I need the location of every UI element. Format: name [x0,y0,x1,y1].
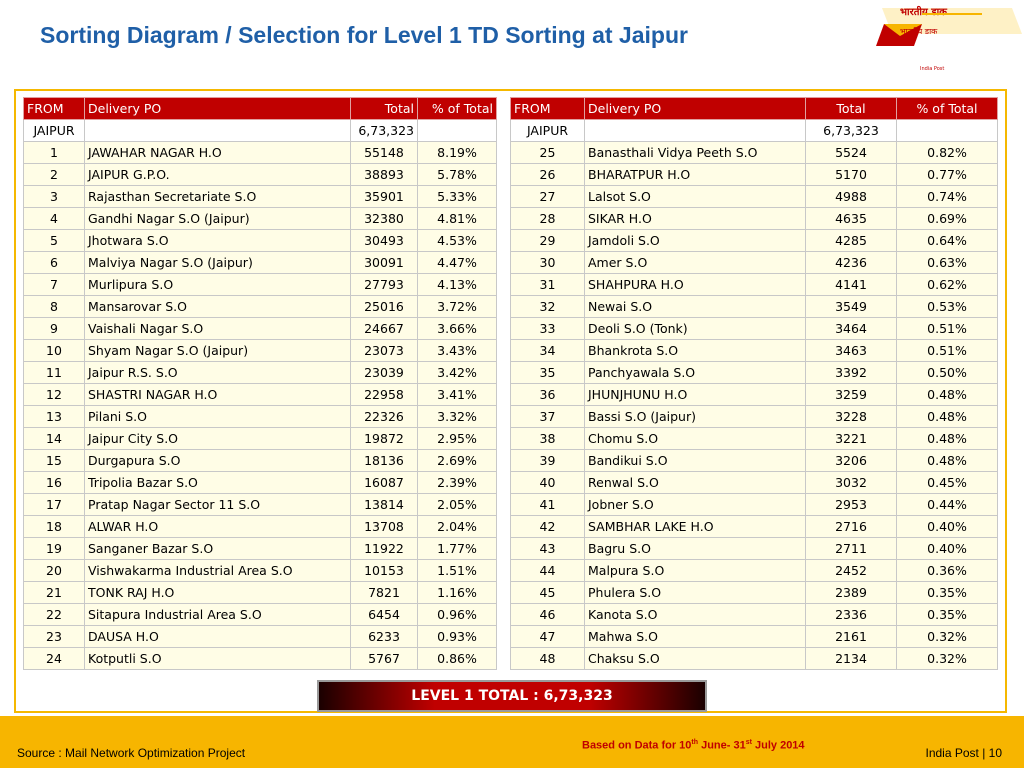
row-delivery-po: Amer S.O [585,252,806,274]
footer-bar [0,716,1024,768]
row-from: 27 [511,186,585,208]
row-from: 2 [24,164,85,186]
basis-suffix: July 2014 [751,739,805,752]
table-row [511,296,998,318]
row-from: 16 [24,472,85,494]
row-total: 27793 [351,274,418,296]
row-pct: 0.96% [418,604,497,626]
row-from: 39 [511,450,585,472]
row-pct: 3.42% [418,362,497,384]
row-from: 15 [24,450,85,472]
row-total: 2389 [806,582,897,604]
row-pct: 2.05% [418,494,497,516]
table-row [511,164,998,186]
row-delivery-po: SAMBHAR LAKE H.O [585,516,806,538]
row-delivery-po: Bagru S.O [585,538,806,560]
row-pct: 0.36% [897,560,998,582]
row-delivery-po: Renwal S.O [585,472,806,494]
table-row [24,582,497,604]
row-from: 28 [511,208,585,230]
row-from: 31 [511,274,585,296]
row-from: 37 [511,406,585,428]
right-table [510,97,998,670]
svg-text:India Post: India Post [920,66,945,72]
row-from: 10 [24,340,85,362]
row-from: 8 [24,296,85,318]
row-delivery-po: Kanota S.O [585,604,806,626]
table-row [511,428,998,450]
row-from: 30 [511,252,585,274]
row-delivery-po: Rajasthan Secretariate S.O [85,186,351,208]
row-pct: 2.04% [418,516,497,538]
row-from: 24 [24,648,85,670]
table-row [24,604,497,626]
summary-po [585,120,806,142]
row-pct: 0.48% [897,428,998,450]
row-pct: 4.47% [418,252,497,274]
row-total: 35901 [351,186,418,208]
table-row [511,538,998,560]
row-from: 38 [511,428,585,450]
row-delivery-po: JAIPUR G.P.O. [85,164,351,186]
row-delivery-po: TONK RAJ H.O [85,582,351,604]
row-from: 40 [511,472,585,494]
table-row [511,384,998,406]
row-pct: 4.53% [418,230,497,252]
table-row [24,450,497,472]
row-total: 2716 [806,516,897,538]
level-total-banner: LEVEL 1 TOTAL : 6,73,323 [317,680,707,712]
row-from: 21 [24,582,85,604]
row-delivery-po: Bassi S.O (Jaipur) [585,406,806,428]
table-row [24,538,497,560]
row-pct: 0.50% [897,362,998,384]
row-delivery-po: Murlipura S.O [85,274,351,296]
row-total: 3221 [806,428,897,450]
summary-pct [418,120,497,142]
row-delivery-po: Sanganer Bazar S.O [85,538,351,560]
row-pct: 0.64% [897,230,998,252]
table-row [511,604,998,626]
row-from: 43 [511,538,585,560]
row-delivery-po: Newai S.O [585,296,806,318]
row-delivery-po: Panchyawala S.O [585,362,806,384]
row-pct: 5.33% [418,186,497,208]
row-from: 47 [511,626,585,648]
table-row [511,560,998,582]
row-pct: 0.51% [897,340,998,362]
table-row [24,362,497,384]
row-pct: 1.51% [418,560,497,582]
row-pct: 0.40% [897,516,998,538]
table-row [24,296,497,318]
svg-text:भारतीय डाक: भारतीय डाक [900,7,947,18]
row-from: 19 [24,538,85,560]
table-row [24,626,497,648]
row-delivery-po: Vishwakarma Industrial Area S.O [85,560,351,582]
row-pct: 0.62% [897,274,998,296]
row-total: 3549 [806,296,897,318]
row-from: 7 [24,274,85,296]
row-pct: 2.95% [418,428,497,450]
row-delivery-po: JAWAHAR NAGAR H.O [85,142,351,164]
table-row [24,494,497,516]
table-row [511,230,998,252]
row-pct: 8.19% [418,142,497,164]
row-total: 3228 [806,406,897,428]
row-total: 22958 [351,384,418,406]
row-pct: 3.72% [418,296,497,318]
row-pct: 2.69% [418,450,497,472]
table-row [24,472,497,494]
row-pct: 0.82% [897,142,998,164]
row-total: 4988 [806,186,897,208]
table-row [511,274,998,296]
row-total: 25016 [351,296,418,318]
row-pct: 0.45% [897,472,998,494]
row-from: 5 [24,230,85,252]
table-row [24,648,497,670]
row-delivery-po: Jhotwara S.O [85,230,351,252]
row-pct: 0.35% [897,582,998,604]
row-pct: 2.39% [418,472,497,494]
row-total: 2336 [806,604,897,626]
row-total: 7821 [351,582,418,604]
row-delivery-po: Mansarovar S.O [85,296,351,318]
row-pct: 0.51% [897,318,998,340]
row-from: 12 [24,384,85,406]
row-from: 34 [511,340,585,362]
row-from: 23 [24,626,85,648]
summary-from: JAIPUR [511,120,585,142]
row-total: 2711 [806,538,897,560]
row-delivery-po: Bhankrota S.O [585,340,806,362]
row-total: 3464 [806,318,897,340]
row-from: 14 [24,428,85,450]
basis-sup-st: st [745,739,752,746]
row-from: 29 [511,230,585,252]
row-pct: 4.81% [418,208,497,230]
row-delivery-po: Chaksu S.O [585,648,806,670]
row-delivery-po: Pilani S.O [85,406,351,428]
row-from: 4 [24,208,85,230]
table-row [24,318,497,340]
row-pct: 1.77% [418,538,497,560]
table-row [24,274,497,296]
row-pct: 0.40% [897,538,998,560]
row-total: 24667 [351,318,418,340]
row-pct: 5.78% [418,164,497,186]
row-delivery-po: BHARATPUR H.O [585,164,806,186]
summary-total: 6,73,323 [351,120,418,142]
row-from: 20 [24,560,85,582]
row-from: 41 [511,494,585,516]
row-pct: 0.32% [897,648,998,670]
row-total: 32380 [351,208,418,230]
table-row [511,582,998,604]
row-pct: 0.53% [897,296,998,318]
col-delivery-po: Delivery PO [585,98,806,120]
row-total: 13708 [351,516,418,538]
row-total: 19872 [351,428,418,450]
row-total: 3463 [806,340,897,362]
row-pct: 1.16% [418,582,497,604]
table-row [24,164,497,186]
row-total: 13814 [351,494,418,516]
row-delivery-po: Shyam Nagar S.O (Jaipur) [85,340,351,362]
row-total: 5524 [806,142,897,164]
india-post-logo [862,0,1024,80]
row-from: 46 [511,604,585,626]
row-total: 2161 [806,626,897,648]
row-from: 22 [24,604,85,626]
table-row [24,208,497,230]
basis-sup-th: th [691,739,699,746]
row-pct: 3.43% [418,340,497,362]
row-total: 6233 [351,626,418,648]
row-delivery-po: Sitapura Industrial Area S.O [85,604,351,626]
row-pct: 0.48% [897,384,998,406]
row-total: 3392 [806,362,897,384]
row-total: 16087 [351,472,418,494]
col-from: FROM [511,98,585,120]
row-total: 5170 [806,164,897,186]
row-from: 13 [24,406,85,428]
row-delivery-po: Jobner S.O [585,494,806,516]
row-delivery-po: Durgapura S.O [85,450,351,472]
row-pct: 0.35% [897,604,998,626]
table-row [511,648,998,670]
table-row [511,406,998,428]
col-delivery-po: Delivery PO [85,98,351,120]
table-row [511,142,998,164]
row-pct: 0.63% [897,252,998,274]
page-number: India Post | 10 [925,746,1002,760]
row-total: 38893 [351,164,418,186]
svg-text:भारतीय डाक: भारतीय डाक [900,27,938,36]
row-delivery-po: Banasthali Vidya Peeth S.O [585,142,806,164]
row-delivery-po: Malviya Nagar S.O (Jaipur) [85,252,351,274]
row-total: 6454 [351,604,418,626]
row-pct: 3.32% [418,406,497,428]
row-delivery-po: ALWAR H.O [85,516,351,538]
row-total: 4285 [806,230,897,252]
row-total: 23073 [351,340,418,362]
row-pct: 0.86% [418,648,497,670]
row-from: 6 [24,252,85,274]
row-from: 42 [511,516,585,538]
row-pct: 0.44% [897,494,998,516]
row-pct: 0.74% [897,186,998,208]
table-row [511,472,998,494]
table-row [24,230,497,252]
row-delivery-po: Deoli S.O (Tonk) [585,318,806,340]
table-row [24,560,497,582]
row-total: 2134 [806,648,897,670]
row-pct: 0.48% [897,450,998,472]
row-delivery-po: DAUSA H.O [85,626,351,648]
row-from: 36 [511,384,585,406]
row-pct: 3.66% [418,318,497,340]
row-delivery-po: Bandikui S.O [585,450,806,472]
table-row [24,340,497,362]
col-pct: % of Total [418,98,497,120]
table-row [511,362,998,384]
row-total: 18136 [351,450,418,472]
table-row [24,186,497,208]
table-row [511,340,998,362]
table-row [511,186,998,208]
row-delivery-po: Kotputli S.O [85,648,351,670]
row-total: 3206 [806,450,897,472]
row-total: 2953 [806,494,897,516]
table-row [511,626,998,648]
row-delivery-po: SIKAR H.O [585,208,806,230]
row-pct: 0.48% [897,406,998,428]
row-total: 4141 [806,274,897,296]
table-row [511,450,998,472]
col-pct: % of Total [897,98,998,120]
row-pct: 3.41% [418,384,497,406]
row-total: 30091 [351,252,418,274]
row-delivery-po: Jamdoli S.O [585,230,806,252]
row-total: 3259 [806,384,897,406]
row-from: 25 [511,142,585,164]
row-total: 55148 [351,142,418,164]
row-pct: 0.69% [897,208,998,230]
row-delivery-po: SHASTRI NAGAR H.O [85,384,351,406]
row-delivery-po: Pratap Nagar Sector 11 S.O [85,494,351,516]
row-total: 4236 [806,252,897,274]
table-row [511,252,998,274]
row-delivery-po: Chomu S.O [585,428,806,450]
basis-mid: June- 31 [698,739,746,752]
table-row [24,428,497,450]
row-pct: 0.93% [418,626,497,648]
row-total: 23039 [351,362,418,384]
row-from: 48 [511,648,585,670]
data-basis-note [582,739,805,752]
row-delivery-po: Jaipur City S.O [85,428,351,450]
table-row [511,516,998,538]
row-total: 2452 [806,560,897,582]
row-from: 3 [24,186,85,208]
row-total: 5767 [351,648,418,670]
table-row [24,384,497,406]
row-delivery-po: Vaishali Nagar S.O [85,318,351,340]
summary-from: JAIPUR [24,120,85,142]
row-from: 33 [511,318,585,340]
row-delivery-po: JHUNJHUNU H.O [585,384,806,406]
row-delivery-po: Mahwa S.O [585,626,806,648]
row-from: 45 [511,582,585,604]
row-delivery-po: Lalsot S.O [585,186,806,208]
table-row [24,406,497,428]
row-from: 26 [511,164,585,186]
row-pct: 0.77% [897,164,998,186]
row-from: 1 [24,142,85,164]
row-delivery-po: Gandhi Nagar S.O (Jaipur) [85,208,351,230]
table-row [24,142,497,164]
row-total: 4635 [806,208,897,230]
row-pct: 4.13% [418,274,497,296]
page-title: Sorting Diagram / Selection for Level 1 TD Sorting at Jaipur [40,22,688,48]
summary-row [24,120,497,142]
row-total: 11922 [351,538,418,560]
row-from: 18 [24,516,85,538]
basis-prefix: Based on Data for 10 [582,739,692,752]
summary-po [85,120,351,142]
row-from: 32 [511,296,585,318]
row-from: 35 [511,362,585,384]
summary-total: 6,73,323 [806,120,897,142]
row-delivery-po: Tripolia Bazar S.O [85,472,351,494]
row-pct: 0.32% [897,626,998,648]
table-row [511,494,998,516]
source-note: Source : Mail Network Optimization Project [17,746,246,760]
row-delivery-po: Phulera S.O [585,582,806,604]
col-total: Total [351,98,418,120]
table-row [511,318,998,340]
row-from: 44 [511,560,585,582]
col-total: Total [806,98,897,120]
table-row [511,208,998,230]
table-row [24,252,497,274]
row-from: 17 [24,494,85,516]
summary-pct [897,120,998,142]
row-delivery-po: Jaipur R.S. S.O [85,362,351,384]
row-total: 3032 [806,472,897,494]
row-from: 9 [24,318,85,340]
table-row [24,516,497,538]
row-total: 30493 [351,230,418,252]
summary-row [511,120,998,142]
row-delivery-po: SHAHPURA H.O [585,274,806,296]
row-total: 22326 [351,406,418,428]
row-from: 11 [24,362,85,384]
col-from: FROM [24,98,85,120]
left-table [23,97,497,670]
row-delivery-po: Malpura S.O [585,560,806,582]
row-total: 10153 [351,560,418,582]
